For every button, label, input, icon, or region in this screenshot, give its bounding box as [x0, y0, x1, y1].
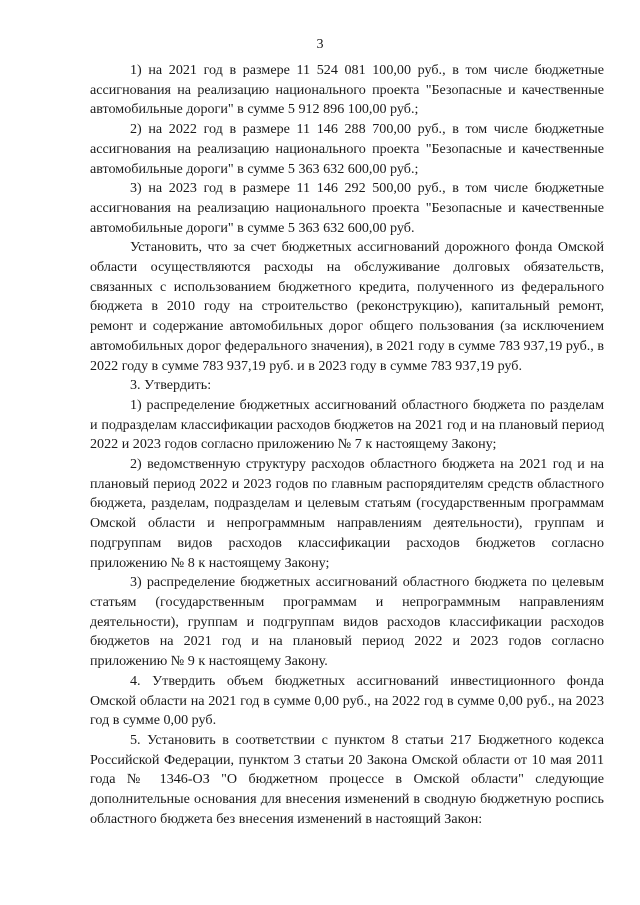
paragraph-additional-grounds: 5. Установить в соответствии с пунктом 8 статьи 217 Бюджетного кодекса Российской Федерации, пунктом 3 статьи 20 Закона Омской области от 10 мая 2011 года № 1346-ОЗ "О бюджетном процессе в Омской области" следующие дополнительные основания для внесения изменений в сводную бюджетную роспись областного бюджета без внесения изменений в настоящий Закон: — [90, 731, 604, 827]
paragraph-2021-amount: 1) на 2021 год в размере 11 524 081 100,00 руб., в том числе бюджетные ассигнования на реализацию национального проекта "Безопасные и качественные автомобильные дороги" в сумме 5 912 896 100,00 руб.; — [90, 62, 604, 118]
paragraph-2023-amount: 3) на 2023 год в размере 11 146 292 500,00 руб., в том числе бюджетные ассигнования на реализацию национального проекта "Безопасные и качественные автомобильные дороги" в сумме 5 363 632 600,00 руб. — [90, 180, 604, 236]
paragraph-approve-item-2: 2) ведомственную структуру расходов областного бюджета на 2021 год и на плановый период 2022 и 2023 годов по главным распорядителям средств областного бюджета, разделам, подразделам и целевым статьям (государственным программам Омской области и непрограммным направлениям деятельности), группам и подгруппам видов расходов классификации расходов бюджетов согласно приложению № 8 к настоящему Закону; — [90, 456, 604, 571]
document-body — [90, 61, 604, 829]
paragraph-2022-amount: 2) на 2022 год в размере 11 146 288 700,00 руб., в том числе бюджетные ассигнования на реализацию национального проекта "Безопасные и качественные автомобильные дороги" в сумме 5 363 632 600,00 руб.; — [90, 121, 604, 177]
paragraph-approve-item-1: 1) распределение бюджетных ассигнований областного бюджета по разделам и подразделам классификации расходов бюджетов на 2021 год и на плановый период 2022 и 2023 годов согласно приложению № 7 к настоящему Закону; — [90, 396, 604, 453]
page-number: 3 — [316, 36, 324, 52]
paragraph-approve-heading: 3. Утвердить: — [130, 377, 212, 394]
paragraph-investment-fund: 4. Утвердить объем бюджетных ассигнований инвестиционного фонда Омской области на 2021 год в сумме 0,00 руб., на 2022 год в сумме 0,00 руб., на 2023 год в сумме 0,00 руб. — [90, 672, 604, 729]
paragraph-debt-service: Установить, что за счет бюджетных ассигнований дорожного фонда Омской области осуществляются расходы на обслуживание долговых обязательств, связанных с использованием бюджетного кредита, полученного из федерального бюджета в 2010 году на строительство (реконструкцию), капитальный ремонт, ремонт и содержание автомобильных дорог общего пользования (за исключением автомобильных дорог федерального значения), в 2021 году в сумме 783 937,19 руб., в 2022 году в сумме 783 937,19 руб. и в 2023 году в сумме 783 937,19 руб. — [90, 239, 604, 374]
paragraph-approve-item-3: 3) распределение бюджетных ассигнований областного бюджета по целевым статьям (государственным программам и непрограммным направлениям деятельности), группам и подгруппам видов расходов классификации расходов бюджетов на 2021 год и на плановый период 2022 и 2023 годов согласно приложению № 9 к настоящему Закону. — [90, 574, 604, 670]
